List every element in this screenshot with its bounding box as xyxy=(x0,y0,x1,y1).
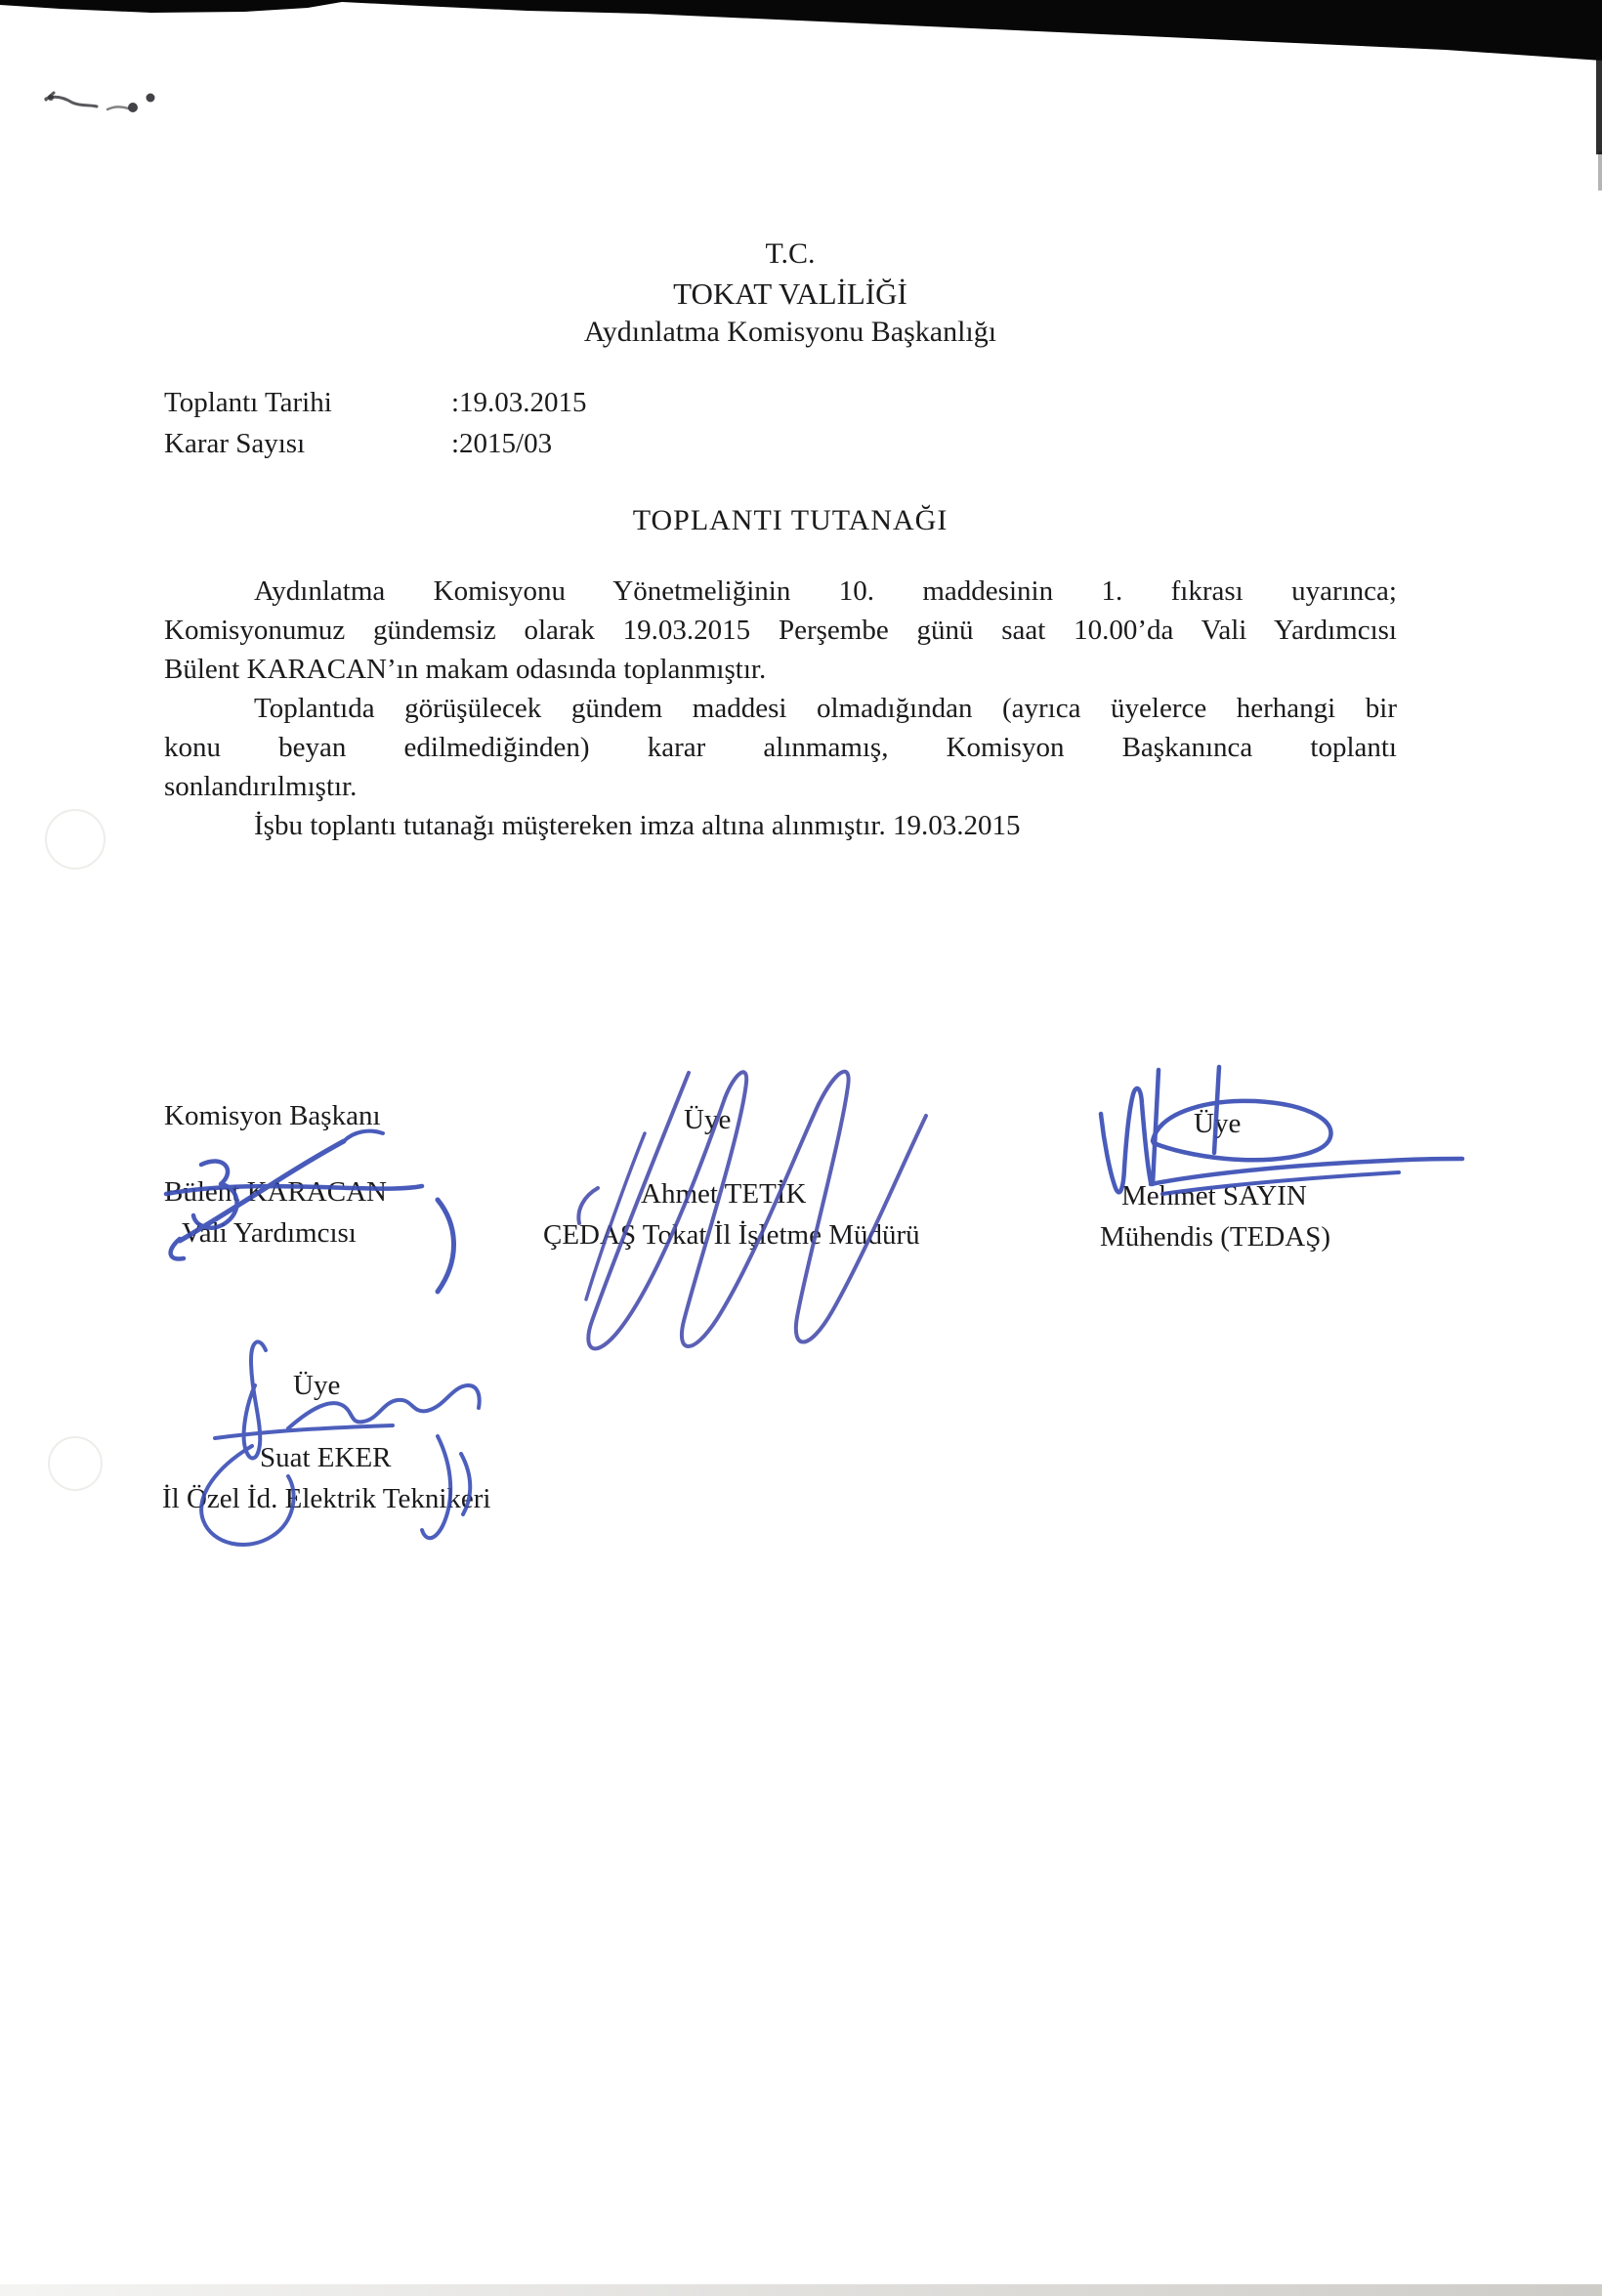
pen-scribble-mark xyxy=(46,93,128,109)
signer3-title: Mühendis (TEDAŞ) xyxy=(1100,1221,1331,1253)
signer2-role: Üye xyxy=(684,1104,732,1135)
signer2-title: ÇEDAŞ Tokat İl İşletme Müdürü xyxy=(543,1219,920,1251)
letterhead-republic: T.C. xyxy=(765,237,816,270)
body-paragraph2-line3: sonlandırılmıştır. xyxy=(164,771,358,802)
body-paragraph1-line1: Aydınlatma Komisyonu Yönetmeliğinin 10. maddesinin 1. fıkrası uyarınca; xyxy=(254,575,1397,607)
meeting-date-value: :19.03.2015 xyxy=(451,387,587,418)
body-paragraph3-line1: İşbu toplantı tutanağı müştereken imza altına alınmıştır. 19.03.2015 xyxy=(254,810,1021,841)
punch-hole-shadow xyxy=(45,809,105,870)
signer1-role: Komisyon Başkanı xyxy=(164,1100,381,1131)
body-paragraph1-line3: Bülent KARACAN’ın makam odasında toplanmıştır. xyxy=(164,654,767,685)
scan-edge-bottom xyxy=(0,2284,1602,2296)
letterhead-commission: Aydınlatma Komisyonu Başkanlığı xyxy=(583,316,997,348)
pen-scribble-dots xyxy=(48,94,155,113)
letterhead-governorship: TOKAT VALİLİĞİ xyxy=(673,276,907,311)
signature-ink-mehmet-sayin xyxy=(1101,1067,1462,1194)
signature-ink-bulent-karacan xyxy=(166,1131,454,1292)
signer4-name: Suat EKER xyxy=(260,1442,392,1473)
punch-hole-shadow xyxy=(48,1436,103,1491)
body-paragraph2-line2: konu beyan edilmediğinden) karar alınmamış, Komisyon Başkanınca toplantı xyxy=(164,732,1397,763)
signer4-title: İl Özel İd. Elektrik Teknikeri xyxy=(162,1483,491,1514)
meeting-date-label: Toplantı Tarihi xyxy=(164,387,332,418)
signer1-name: Bülent KARACAN xyxy=(164,1176,387,1208)
signer2-name: Ahmet TETİK xyxy=(641,1178,807,1210)
scan-edge-right xyxy=(1596,57,1602,154)
body-paragraph1-line2: Komisyonumuz gündemsiz olarak 19.03.2015 Perşembe günü saat 10.00’da Vali Yardımcısı xyxy=(164,615,1397,646)
body-paragraph2-line1: Toplantıda görüşülecek gündem maddesi olmadığından (ayrıca üyelerce herhangi bir xyxy=(254,693,1397,724)
decision-number-label: Karar Sayısı xyxy=(164,428,306,459)
signer3-name: Mehmet SAYIN xyxy=(1121,1180,1307,1212)
decision-number-value: :2015/03 xyxy=(451,428,553,459)
signer3-role: Üye xyxy=(1194,1108,1242,1139)
signer1-title: Vali Yardımcısı xyxy=(182,1217,357,1249)
scan-edge-top xyxy=(0,0,1602,61)
document-title: TOPLANTI TUTANAĞI xyxy=(632,504,949,536)
signer4-role: Üye xyxy=(293,1370,341,1401)
scan-edge-right-fade xyxy=(1598,151,1602,191)
